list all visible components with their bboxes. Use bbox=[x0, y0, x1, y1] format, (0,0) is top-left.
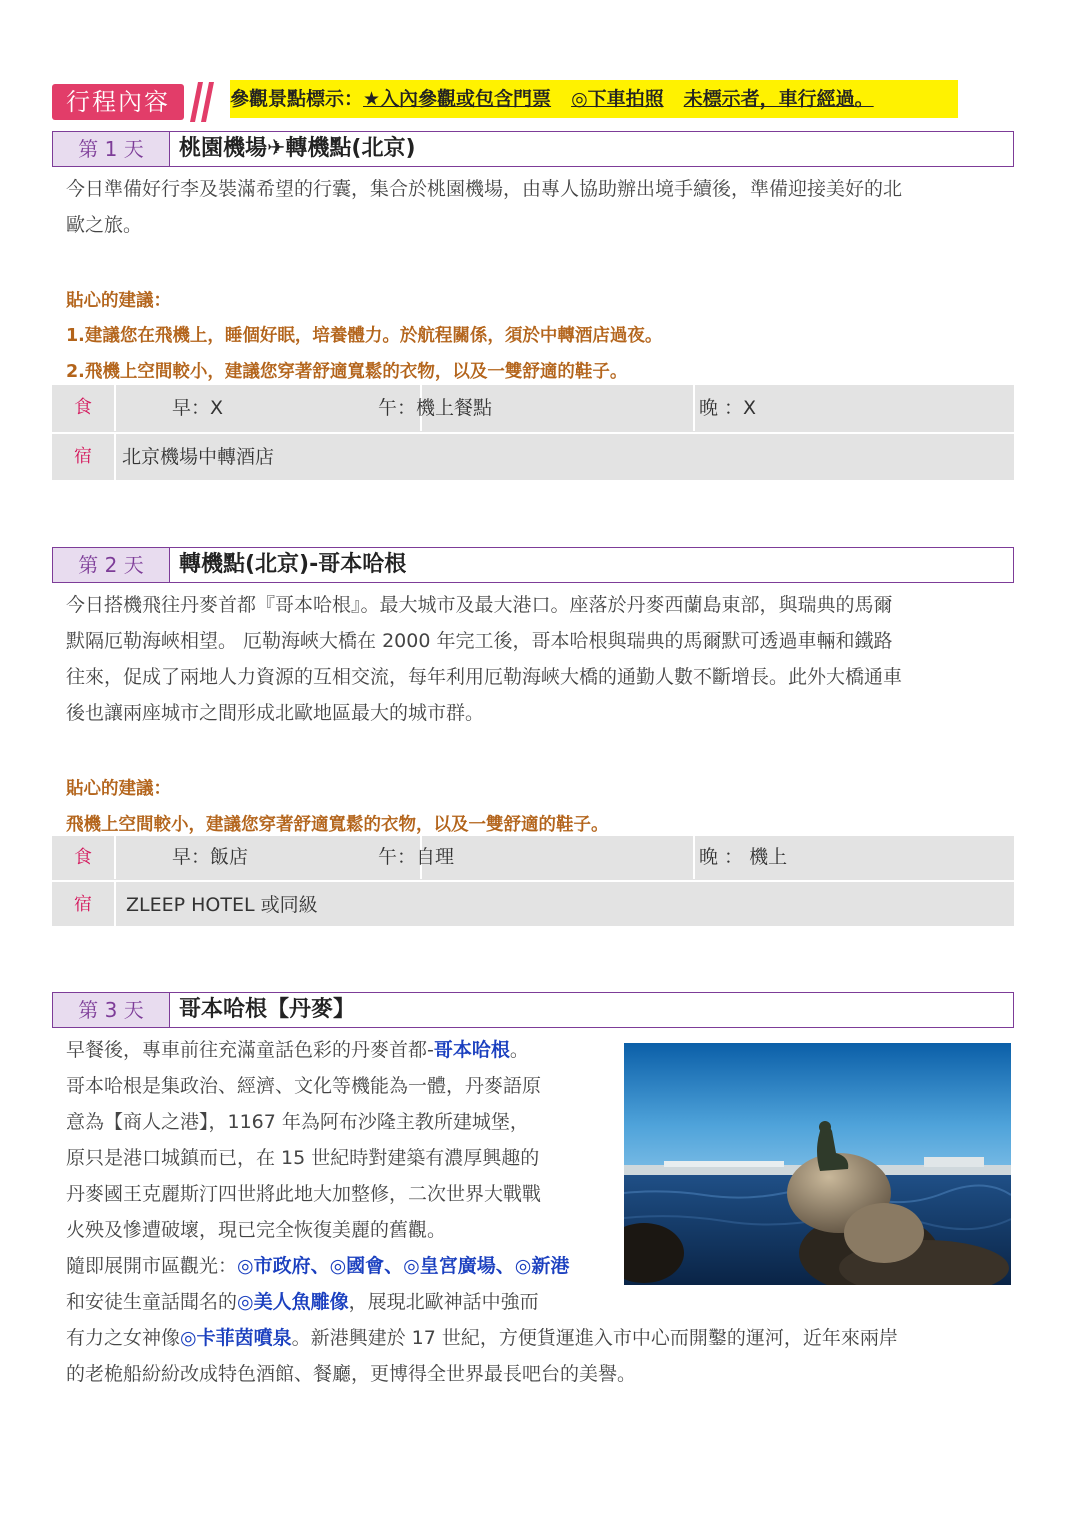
day-2-meal-table bbox=[52, 836, 1014, 926]
legend-item-photo: ◎下車拍照 bbox=[571, 88, 664, 110]
text-line: 今日準備好行李及裝滿希望的行囊，集合於桃園機場，由專人協助辦出境手續後，準備迎接美好的北 bbox=[66, 178, 903, 200]
text-line: 和安徒生童話聞名的◎美人魚雕像，展現北歐神話中強而 bbox=[66, 1291, 539, 1313]
text-line: 的老桅船紛紛改成特色酒館、餐廳，更博得全世界最長吧台的美譽。 bbox=[66, 1363, 637, 1385]
double-slash-icon bbox=[188, 80, 216, 124]
breakfast: 早：X bbox=[172, 397, 224, 419]
copenhagen-link: 哥本哈根 bbox=[433, 1039, 510, 1061]
day-3-header bbox=[52, 992, 1014, 1028]
hotel-label: 宿 bbox=[52, 434, 116, 480]
text-line: 後也讓兩座城市之間形成北歐地區最大的城市群。 bbox=[66, 702, 485, 724]
hotel-row bbox=[52, 880, 1014, 928]
day-number: 第 1 天 bbox=[53, 132, 170, 166]
meal-label: 食 bbox=[52, 836, 116, 879]
day-1-description bbox=[66, 171, 1014, 243]
day-number: 第 2 天 bbox=[53, 548, 170, 582]
text-line: 火殃及慘遭破壞，現已完全恢復美麗的舊觀。 bbox=[66, 1219, 447, 1241]
text-line: 歐之旅。 bbox=[66, 214, 143, 236]
legend-item-drive: 未標示者，車行經過。 bbox=[683, 88, 874, 110]
gefion-fountain-spot: ◎卡菲茵噴泉 bbox=[180, 1327, 292, 1349]
meal-row bbox=[52, 836, 1014, 879]
dinner: 晚 ： 機上 bbox=[699, 846, 788, 868]
hotel-name: ZLEEP HOTEL 或同級 bbox=[126, 894, 318, 916]
dinner: 晚 ：X bbox=[699, 397, 757, 419]
itinerary-badge: 行程內容 bbox=[52, 84, 184, 120]
meal-label: 食 bbox=[52, 385, 116, 431]
tip-line: 1.建議您在飛機上，睡個好眠，培養體力。於航程關係，須於中轉酒店過夜。 bbox=[66, 326, 663, 346]
text-line: 原只是港口城鎮而已，在 15 世紀時對建築有濃厚興趣的 bbox=[66, 1147, 540, 1169]
tips-title: 貼心的建議： bbox=[66, 291, 171, 311]
lunch: 午：自理 bbox=[378, 846, 455, 868]
hotel-row bbox=[52, 432, 1014, 480]
text-line: 隨即展開市區觀光：◎市政府、◎國會、◎皇宮廣場、◎新港 bbox=[66, 1255, 570, 1277]
little-mermaid-photo bbox=[624, 1043, 1011, 1285]
sightseeing-spots: ◎市政府、◎國會、◎皇宮廣場、◎新港 bbox=[237, 1255, 570, 1277]
lunch: 午：機上餐點 bbox=[378, 397, 493, 419]
text-line: 意為【商人之港】，1167 年為阿布沙隆主教所建城堡， bbox=[66, 1111, 529, 1133]
text-line: 有力之女神像◎卡菲茵噴泉。新港興建於 17 世紀，方便貨運進入市中心而開鑿的運河，近年來兩岸 bbox=[66, 1327, 898, 1349]
breakfast: 早：飯店 bbox=[172, 846, 249, 868]
tip-line: 飛機上空間較小，建議您穿著舒適寬鬆的衣物，以及一雙舒適的鞋子。 bbox=[66, 815, 609, 835]
tip-line: 2.飛機上空間較小，建議您穿著舒適寬鬆的衣物，以及一雙舒適的鞋子。 bbox=[66, 362, 628, 382]
text-line: 哥本哈根是集政治、經濟、文化等機能為一體，丹麥語原 bbox=[66, 1075, 542, 1097]
text-line: 往來，促成了兩地人力資源的互相交流，每年利用厄勒海峽大橋的通勤人數不斷增長。此外大橋通車 bbox=[66, 666, 903, 688]
text-line: 丹麥國王克麗斯汀四世將此地大加整修，二次世界大戰戰 bbox=[66, 1183, 542, 1205]
day-title: 哥本哈根【丹麥】 bbox=[179, 997, 356, 1022]
day-2-description bbox=[66, 587, 1014, 731]
hotel-label: 宿 bbox=[52, 882, 116, 928]
text-line: 今日搭機飛往丹麥首都『哥本哈根』。最大城市及最大港口。座落於丹麥西蘭島東部，與瑞典的馬爾 bbox=[66, 594, 893, 616]
day-title: 桃園機場✈轉機點(北京) bbox=[179, 136, 416, 161]
tips-title: 貼心的建議： bbox=[66, 779, 171, 799]
meal-row bbox=[52, 385, 1014, 431]
day-title: 轉機點(北京)-哥本哈根 bbox=[179, 552, 407, 577]
legend-item-ticket: ★入內參觀或包含門票 bbox=[363, 88, 552, 110]
hotel-name: 北京機場中轉酒店 bbox=[122, 446, 275, 468]
day-1-meal-table bbox=[52, 385, 1014, 480]
attraction-legend bbox=[230, 80, 958, 118]
little-mermaid-spot: ◎美人魚雕像 bbox=[237, 1291, 349, 1313]
day-number: 第 3 天 bbox=[53, 993, 170, 1027]
text-line: 默隔厄勒海峽相望。 厄勒海峽大橋在 2000 年完工後，哥本哈根與瑞典的馬爾默可透過車輛和鐵路 bbox=[66, 630, 893, 652]
legend-prefix: 參觀景點標示： bbox=[230, 88, 364, 110]
day-1-header bbox=[52, 131, 1014, 167]
text-line: 早餐後，專車前往充滿童話色彩的丹麥首都-哥本哈根。 bbox=[66, 1039, 529, 1061]
day-2-header bbox=[52, 547, 1014, 583]
